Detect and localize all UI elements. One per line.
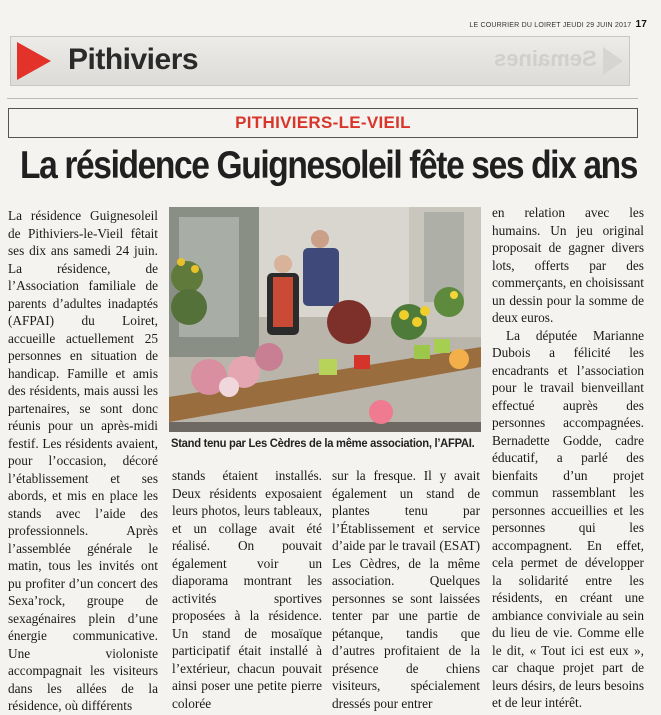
paragraph: sur la fresque. Il y avait également un stand de plantes tenu par l’Établissement et service d’aide par le travail (ESAT) Les Cèdres, de la même association. Quelques personnes se sont laissées tenter par une partie de pétanque, tandis que d’autres profitaient de la présence de chiens visiteurs, spécialement dressés pour entrer — [332, 468, 480, 711]
masthead-paper: LE COURRIER DU LOIRET JEUDI 29 JUIN 2017 — [469, 22, 632, 29]
section-banner — [10, 36, 630, 86]
photo-illustration — [169, 207, 481, 432]
paragraph: en relation avec les humains. Un jeu original proposait de gagner divers lots, offerts par des commerçants, en choisissant un dessin pour la somme de deux euros. — [492, 205, 644, 325]
paragraph: stands étaient installés. Deux résidents exposaient leurs photos, leurs tableaux, et un collage avait été réalisé. On pouvait également voir un diaporama montrant les activités sportives proposées à la résidence. Un stand de mosaïque participatif était installé à l’extérieur, chacun pouvait ainsi poser une petite pierre colorée — [172, 468, 322, 711]
article-headline: La résidence Guignesoleil fête ses dix ans — [20, 144, 638, 187]
article-photo — [169, 207, 481, 432]
article-column-4 — [492, 204, 644, 712]
page-number: 17 — [635, 19, 647, 30]
article-column-2 — [172, 467, 322, 712]
bleed-through-arrow-icon — [603, 47, 623, 75]
section-arrow-icon — [17, 42, 51, 80]
photo-caption: Stand tenu par Les Cèdres de la même association, l’AFPAI. — [171, 436, 475, 450]
paragraph: La résidence Guignesoleil de Pithiviers-le-Vieil fêtait ses dix ans samedi 24 juin. La résidence, de l’Association familiale de parents d’adultes inadaptés (AFPAI) du Loiret, accueille actuellement 25 personnes en situation de handicap. Famille et amis des résidents, mais aussi les partenaires, se sont donc réunis pour un après-midi festif. Les résidents avaient, pour l’occasion, décoré l’établissement et ses abords, et mis en place les stands avec l’aide des professionnels. Après l’assemblée générale le matin, tous les invités ont pu profiter d’un concert des Sexa’rock, groupe de sexagénaires plein d’une énergie communicative. Une violoniste accompagnait les visiteurs dans les allées de la résidence, où différents — [8, 208, 158, 713]
article-column-1 — [8, 207, 158, 715]
masthead — [469, 19, 647, 30]
article-kicker: PITHIVIERS-LE-VIEIL — [235, 113, 411, 132]
section-title: Pithiviers — [68, 43, 199, 76]
article-column-3 — [332, 467, 480, 712]
paragraph: La députée Marianne Dubois a félicité les encadrants et l’association pour le travail bienveillant effectué auprès des personnes accompagnées. Bernadette Godde, cadre éducatif, a parlé des bienfaits d’un projet commun rassemblant les personnes accueillies et les personnes qui les accompagnent. En effet, cela permet de développer la solidarité entre les résidents, en créant une ambiance conviviale au sein du lieu de vie. Comme elle le dit, « Tout ici est eux », car chaque projet part de leurs désirs, de leurs besoins et de leur intérêt. — [492, 327, 644, 710]
bleed-through-text: Semaines — [494, 46, 597, 71]
kicker-frame — [8, 108, 638, 138]
divider — [7, 98, 638, 99]
